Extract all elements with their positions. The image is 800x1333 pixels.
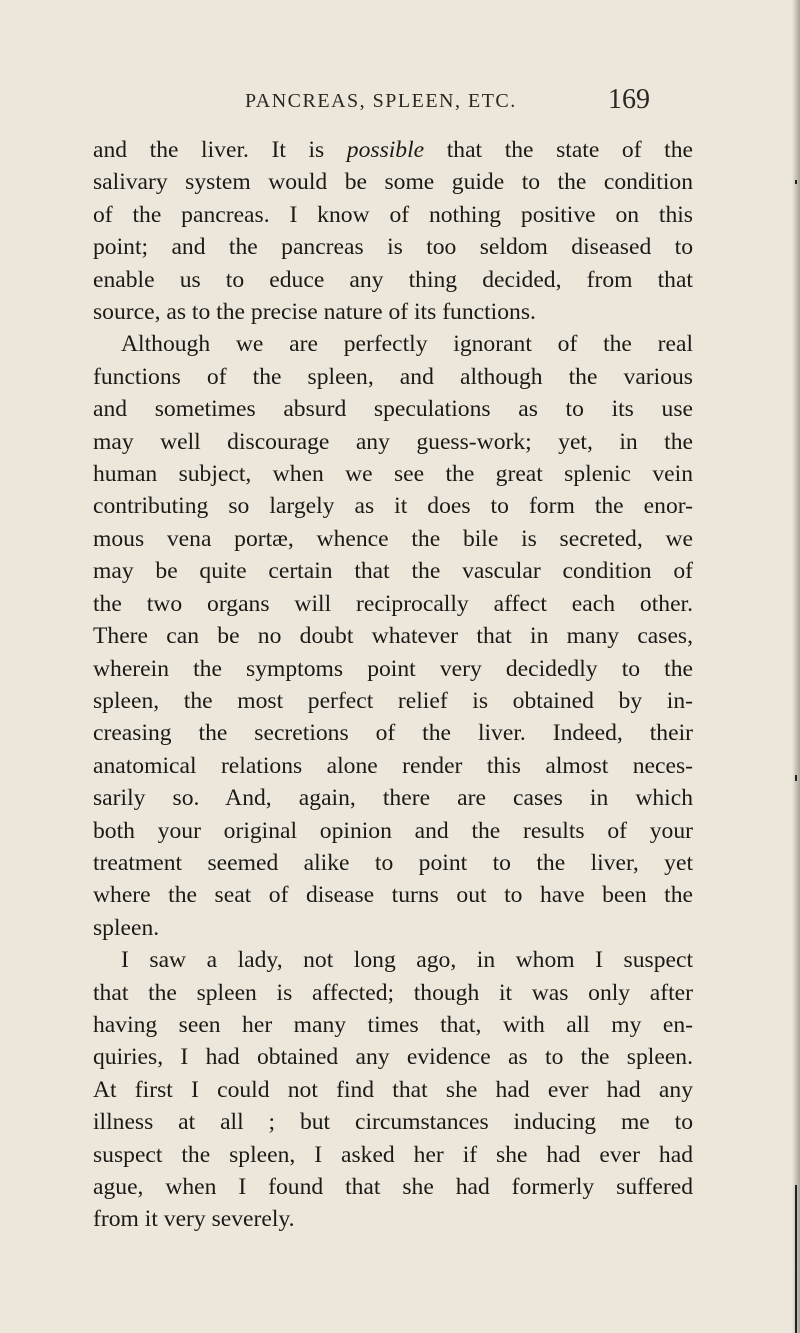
text-line: that the spleen is affected; though it was only after [93, 979, 693, 1006]
text-line: of the pancreas. I know of nothing positive on this [93, 201, 693, 228]
text-line: both your original opinion and the results of your [93, 817, 693, 844]
text-line: human subject, when we see the great splenic vein [93, 461, 693, 488]
text-line: enable us to educe any thing decided, from that [93, 266, 693, 293]
text-line: mous vena portæ, whence the bile is secreted, we [93, 525, 693, 552]
page-edge-mark [795, 1185, 797, 1333]
text-line: contributing so largely as it does to form the enor- [93, 493, 693, 520]
page-edge-mark [795, 775, 797, 781]
text-line: the two organs will reciprocally affect each other. [93, 590, 693, 617]
text-line: wherein the symptoms point very decidedly to the [93, 655, 693, 682]
text-line: spleen, the most perfect relief is obtained by in- [93, 687, 693, 714]
text-line: At first I could not find that she had ever had any [93, 1076, 693, 1103]
text-line: source, as to the precise nature of its functions. [93, 299, 536, 326]
text-line: There can be no doubt whatever that in many cases, [93, 623, 693, 650]
body-text [93, 134, 693, 1236]
text-line: quiries, I had obtained any evidence as to the spleen. [93, 1044, 693, 1071]
text-line: ague, when I found that she had formerly suffered [93, 1174, 693, 1200]
text-line: sarily so. And, again, there are cases in which [93, 785, 693, 812]
text-line: suspect the spleen, I asked her if she had ever had [93, 1141, 693, 1168]
text-line: functions of the spleen, and although the various [93, 363, 693, 390]
page-edge-mark [795, 180, 797, 184]
text-line: having seen her many times that, with all my en- [93, 1011, 693, 1038]
text-line: illness at all ; but circumstances inducing me to [93, 1109, 693, 1136]
running-head: PANCREAS, SPLEEN, ETC. [245, 90, 517, 112]
text-line: and sometimes absurd speculations as to its use [93, 396, 693, 423]
text-line: creasing the secretions of the liver. Indeed, their [93, 720, 693, 747]
text-line-start: and the liver. It is [93, 137, 347, 163]
italic-word: possible [346, 137, 425, 163]
text-line: may well discourage any guess-work; yet, in the [93, 428, 693, 455]
text-line-end: that the state of the [424, 137, 693, 163]
text-line: spleen. [93, 914, 160, 941]
text-line: treatment seemed alike to point to the liver, yet [93, 849, 693, 876]
text-line: point; and the pancreas is too seldom diseased to [93, 234, 693, 261]
page-number: 169 [608, 84, 650, 115]
text-line: may be quite certain that the vascular condition of [93, 558, 693, 585]
text-line: Although we are perfectly ignorant of the real [121, 331, 693, 358]
text-line: anatomical relations alone render this almost neces- [93, 752, 693, 779]
text-line: from it very severely. [93, 1206, 295, 1233]
text-line: where the seat of disease turns out to have been the [93, 882, 693, 909]
text-line: I saw a lady, not long ago, in whom I suspect [121, 947, 693, 974]
text-line [93, 134, 693, 166]
text-line: salivary system would be some guide to the condition [93, 169, 693, 196]
page-edge-shadow [792, 0, 800, 1333]
